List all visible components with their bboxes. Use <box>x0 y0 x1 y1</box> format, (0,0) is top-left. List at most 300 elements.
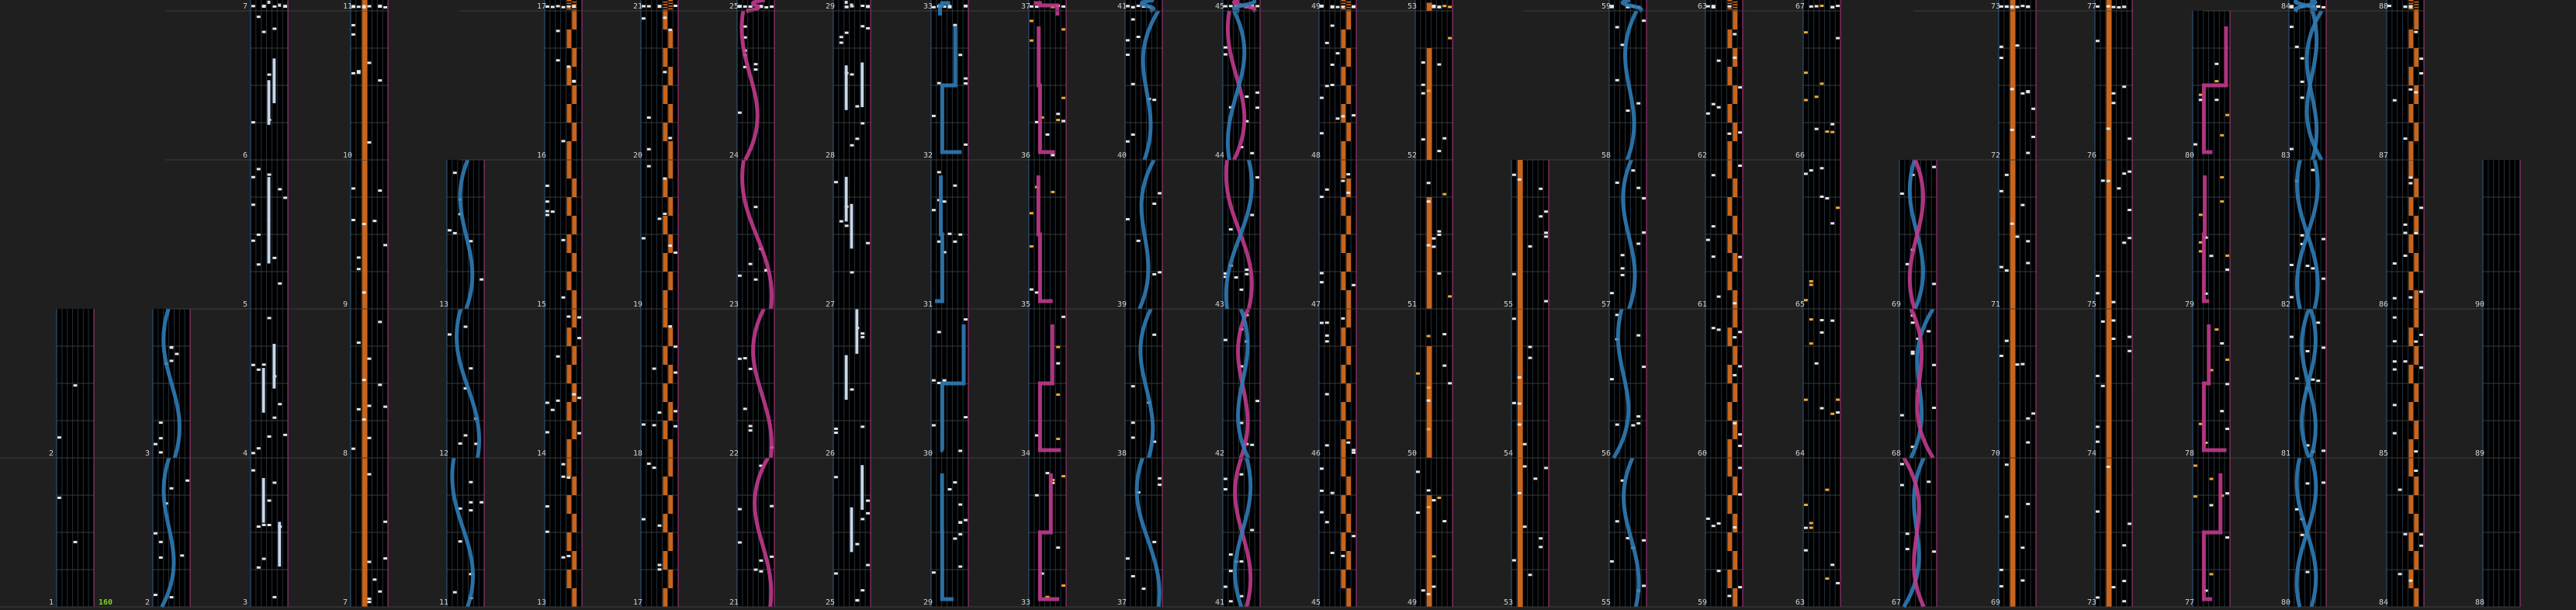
tap-note <box>948 233 952 235</box>
tap-note <box>562 476 566 478</box>
measure-number: 45 <box>1215 2 1225 11</box>
tap-note <box>958 533 962 535</box>
tap-note <box>577 432 581 435</box>
tap-note <box>1636 415 1640 418</box>
tap-note <box>383 521 387 523</box>
tap-note <box>2393 360 2397 362</box>
flick-note <box>1056 119 1060 121</box>
tap-note <box>2393 404 2397 406</box>
hold-block <box>572 11 576 29</box>
measure-number: 69 <box>1892 300 1902 309</box>
tap-note <box>860 425 864 428</box>
measure-number: 26 <box>826 449 836 458</box>
tap-note <box>2322 449 2325 452</box>
tap-note <box>850 144 854 147</box>
tap-note <box>663 16 667 19</box>
tap-note <box>2026 418 2030 420</box>
hold-block <box>1341 160 1345 178</box>
tap-note <box>850 73 854 75</box>
tap-note <box>673 345 677 348</box>
hold-block <box>572 514 576 532</box>
flick-note <box>1427 506 1431 508</box>
measure-number: 1 <box>49 598 54 607</box>
measure-number: 22 <box>729 449 739 458</box>
tap-note <box>1615 26 1619 29</box>
tap-note <box>759 560 763 562</box>
measure-number: 2 <box>145 598 151 607</box>
tap-note <box>1533 477 1537 480</box>
tap-note <box>262 524 266 526</box>
tap-note <box>1346 192 1350 194</box>
tap-note <box>2026 262 2030 264</box>
hold-block <box>2414 588 2418 607</box>
tap-note <box>2408 182 2412 185</box>
tap-note <box>2026 91 2030 93</box>
tap-note <box>368 437 372 439</box>
tap-note <box>1325 393 1329 395</box>
tap-note <box>572 5 576 8</box>
measure-number: 25 <box>729 2 739 11</box>
flick-note <box>1427 386 1431 389</box>
measure-number: 53 <box>1504 598 1514 607</box>
tap-note <box>1733 33 1736 36</box>
tap-note <box>1512 317 1516 320</box>
hold-block <box>2010 11 2016 160</box>
tap-note <box>834 181 838 183</box>
hold-block <box>1346 346 1351 365</box>
tap-note <box>351 33 355 36</box>
hold-block <box>1727 104 1732 123</box>
measure-number: 77 <box>2185 598 2195 607</box>
hold-block <box>668 29 673 48</box>
measure-number: 3 <box>145 449 151 458</box>
hold-block <box>1727 439 1732 458</box>
tap-note <box>362 291 366 293</box>
tap-note <box>2306 350 2310 352</box>
tap-note <box>562 140 566 142</box>
measure-number: 33 <box>1021 598 1031 607</box>
tap-note <box>2096 292 2100 294</box>
tap-note <box>855 599 859 601</box>
tap-note <box>1932 550 1936 553</box>
hold-block <box>566 29 571 48</box>
measure-number: 76 <box>2087 151 2097 160</box>
hold-note <box>855 309 858 354</box>
tap-note <box>855 543 859 546</box>
tap-note <box>357 408 361 411</box>
tap-note <box>866 242 870 244</box>
tap-note <box>453 591 457 594</box>
tap-note <box>2005 5 2009 8</box>
tap-note <box>658 217 662 220</box>
bpm-marker: 160 <box>99 598 113 607</box>
hold-block <box>1341 29 1345 48</box>
hold-block <box>2408 570 2413 588</box>
tap-note <box>953 241 957 243</box>
tap-note <box>1717 296 1721 298</box>
tap-note <box>2031 412 2035 414</box>
tap-note <box>1544 466 1548 469</box>
hold-block <box>1341 458 1345 477</box>
tap-note <box>1518 492 1522 494</box>
tap-note <box>1320 97 1324 99</box>
tap-note <box>2096 511 2100 513</box>
tap-note <box>1325 85 1329 87</box>
measure-number: 32 <box>923 151 933 160</box>
hold-block <box>566 365 571 383</box>
tap-note <box>2316 380 2320 382</box>
hold-block <box>1341 570 1345 588</box>
tap-note <box>964 416 968 418</box>
flick-note <box>1427 335 1431 338</box>
hold-block <box>668 570 673 588</box>
tap-note <box>1636 187 1640 189</box>
tap-note <box>1738 466 1742 469</box>
tap-note <box>658 411 662 414</box>
flick-note <box>1809 318 1813 321</box>
tap-note <box>185 480 189 482</box>
hold-block <box>566 104 571 123</box>
tap-note <box>2393 262 2397 265</box>
flick-note <box>2214 80 2218 82</box>
tap-note <box>1325 521 1329 523</box>
tap-note <box>545 531 549 533</box>
measure-number: 13 <box>439 300 449 309</box>
tap-note <box>1131 575 1135 577</box>
hold-block <box>566 439 571 458</box>
hold-block <box>362 458 368 607</box>
tap-note <box>480 279 483 281</box>
tap-note <box>1250 444 1254 446</box>
flick-note <box>1809 522 1813 524</box>
tap-note <box>1539 537 1542 539</box>
tap-note <box>1126 140 1130 143</box>
tap-note <box>2322 278 2325 280</box>
tap-note <box>1224 339 1227 341</box>
tap-note <box>2122 580 2126 582</box>
hold-block <box>572 346 576 365</box>
hold-block <box>663 346 667 365</box>
tap-note <box>738 112 742 114</box>
tap-note <box>551 210 555 213</box>
measure-number: 60 <box>1698 449 1708 458</box>
tap-note <box>1906 548 1909 550</box>
hold-block <box>1341 141 1345 160</box>
measure-number: 37 <box>1117 598 1127 607</box>
hold-block <box>668 9 673 10</box>
tap-note <box>1911 321 1915 324</box>
tap-note <box>556 355 560 358</box>
tap-note <box>2210 255 2214 257</box>
hold-block <box>1427 48 1432 160</box>
tap-note <box>953 185 957 187</box>
tap-note <box>749 263 753 265</box>
flick-note <box>2199 213 2203 216</box>
tap-note <box>251 452 255 454</box>
tap-note <box>257 263 261 265</box>
measure-number: 87 <box>2379 151 2389 160</box>
tap-note <box>572 393 576 396</box>
tap-note <box>642 237 646 240</box>
hold-block <box>1346 551 1351 570</box>
tap-note <box>257 567 261 569</box>
tap-note <box>2225 269 2229 271</box>
tap-note <box>2295 377 2299 380</box>
hold-block <box>1346 253 1351 272</box>
tap-note <box>1229 600 1233 602</box>
tap-note <box>2393 317 2397 319</box>
tap-note <box>2404 360 2408 362</box>
tap-note <box>958 449 962 452</box>
tap-note <box>1717 570 1721 572</box>
tap-note <box>1442 365 1446 367</box>
measure-number: 33 <box>923 2 933 11</box>
tap-note <box>251 176 255 178</box>
tap-note <box>2419 57 2423 60</box>
tap-note <box>2112 102 2116 104</box>
tap-note <box>2393 340 2397 342</box>
measure-number: 80 <box>2281 598 2291 607</box>
measure-number: 2 <box>49 449 54 458</box>
tap-note <box>1631 169 1635 172</box>
tap-note <box>2031 136 2035 138</box>
hold-block <box>663 7 667 9</box>
hold-block <box>663 253 667 272</box>
tap-note <box>1158 271 1162 273</box>
hold-block <box>1346 514 1351 532</box>
hold-block <box>2107 458 2112 607</box>
tap-note <box>958 566 962 568</box>
tap-note <box>1442 137 1446 140</box>
hold-note <box>268 177 271 222</box>
tap-note <box>159 437 163 439</box>
tap-note <box>1448 382 1452 384</box>
tap-note <box>1224 488 1227 490</box>
tap-note <box>2122 5 2126 8</box>
tap-note <box>1727 133 1731 135</box>
tap-note <box>2026 5 2030 8</box>
tap-note <box>577 337 581 339</box>
tap-note <box>1341 555 1345 557</box>
hold-block <box>2408 439 2413 458</box>
hold-note <box>850 204 853 249</box>
hold-block <box>1727 570 1732 588</box>
hold-block <box>2408 532 2413 551</box>
hold-block <box>1727 9 1732 10</box>
hold-block <box>2414 85 2418 104</box>
tap-note <box>2020 204 2024 206</box>
hold-block <box>1727 160 1732 178</box>
measure-number: 36 <box>1021 151 1031 160</box>
tap-note <box>2301 96 2304 99</box>
tap-note <box>545 185 549 187</box>
hold-block <box>1727 272 1732 290</box>
tap-note <box>653 368 656 370</box>
tap-note <box>2225 492 2229 494</box>
hold-block <box>1518 458 1523 607</box>
hold-block <box>2107 11 2112 160</box>
measure-number: 21 <box>729 598 739 607</box>
tap-note <box>840 220 843 223</box>
tap-note <box>2026 442 2030 444</box>
tap-note <box>1421 589 1425 591</box>
measure-number: 30 <box>923 449 933 458</box>
hold-block <box>1427 197 1432 309</box>
tap-note <box>1733 57 1736 59</box>
tap-note <box>368 598 372 600</box>
tap-note <box>845 32 849 34</box>
tap-note <box>545 213 549 216</box>
tap-note <box>2128 522 2131 525</box>
measure-number: 75 <box>2087 300 2097 309</box>
measure-number: 82 <box>2281 300 2291 309</box>
measure-number: 62 <box>1698 151 1708 160</box>
flick-note <box>1809 280 1813 282</box>
tap-note <box>2225 428 2229 430</box>
tap-note <box>268 435 272 438</box>
hold-block <box>1727 495 1732 514</box>
tap-note <box>1320 281 1324 283</box>
hold-block <box>1346 11 1351 29</box>
hold-block <box>1733 216 1737 234</box>
hold-block <box>1341 532 1345 551</box>
tap-note <box>74 541 78 543</box>
hold-block <box>1346 216 1351 234</box>
tap-note <box>2000 57 2003 59</box>
tap-note <box>556 400 560 402</box>
tap-note <box>1717 60 1721 62</box>
tap-note <box>866 512 870 515</box>
tap-note <box>743 407 747 410</box>
tap-note <box>1255 5 1259 7</box>
tap-note <box>464 326 468 328</box>
tap-note <box>1906 263 1909 265</box>
tap-note <box>1738 586 1742 588</box>
measure-number: 81 <box>2281 449 2291 458</box>
tap-note <box>268 174 272 176</box>
tap-note <box>1642 584 1646 587</box>
tap-note <box>257 525 261 528</box>
tap-note <box>1738 86 1742 88</box>
measure-number: 29 <box>826 2 836 11</box>
tap-note <box>562 6 566 9</box>
tap-note <box>469 501 473 504</box>
hold-block <box>1727 234 1732 253</box>
tap-note <box>1539 215 1542 217</box>
hold-block <box>566 234 571 253</box>
tap-note <box>1733 526 1736 529</box>
measure-cell <box>1913 11 2036 160</box>
measure-number: 4 <box>243 449 248 458</box>
tap-note <box>2128 336 2131 338</box>
tap-note <box>1712 255 1716 258</box>
tap-note <box>866 5 870 7</box>
hold-block <box>1518 309 1523 458</box>
tap-note <box>1529 346 1532 348</box>
tap-note <box>1906 532 1909 535</box>
hold-block <box>1427 495 1432 607</box>
tap-note <box>663 177 667 179</box>
tap-note <box>1712 327 1716 329</box>
measure-number: 53 <box>1407 2 1418 11</box>
measure-number: 41 <box>1117 2 1127 11</box>
hold-block <box>663 588 667 607</box>
tap-note <box>1142 587 1146 590</box>
hold-block <box>2408 197 2413 216</box>
hold-block <box>668 197 673 216</box>
tap-note <box>251 364 255 366</box>
tap-note <box>2101 179 2105 182</box>
tap-note <box>2311 379 2315 381</box>
tap-note <box>2398 489 2402 491</box>
measure-number: 34 <box>1021 449 1031 458</box>
tap-note <box>2419 334 2423 336</box>
tap-note <box>1523 465 1527 467</box>
flick-note <box>1825 130 1829 133</box>
hold-block <box>663 216 667 234</box>
hold-block <box>668 495 673 514</box>
tap-note <box>1056 362 1060 365</box>
flick-note <box>2220 200 2224 203</box>
hold-block <box>572 383 576 402</box>
flick-note <box>1809 283 1813 286</box>
tap-note <box>2414 232 2418 234</box>
hold-block <box>2408 3 2413 5</box>
hold-block <box>2414 253 2418 272</box>
tap-note <box>2005 515 2009 518</box>
tap-note <box>1432 237 1436 240</box>
tap-note <box>1820 331 1824 334</box>
tap-note <box>357 341 361 344</box>
tap-note <box>743 26 747 28</box>
tap-note <box>2010 223 2014 225</box>
hold-block <box>1733 588 1737 607</box>
tap-note <box>1626 109 1630 112</box>
tap-note <box>1512 174 1516 176</box>
measure-number: 11 <box>439 598 449 607</box>
tap-note <box>932 209 936 211</box>
tap-note <box>2408 580 2412 582</box>
tap-note <box>1927 330 1930 332</box>
tap-note <box>2000 190 2003 192</box>
tap-note <box>1615 424 1619 426</box>
measure-number: 45 <box>1311 598 1321 607</box>
tap-note <box>378 321 382 323</box>
hold-block <box>663 178 667 197</box>
tap-note <box>1240 560 1244 563</box>
measure-number: 23 <box>729 300 739 309</box>
tap-note <box>2225 536 2229 539</box>
tap-note <box>647 165 651 168</box>
tap-note <box>1325 321 1329 324</box>
tap-note <box>1830 6 1834 9</box>
hold-block <box>2408 0 2413 2</box>
hold-block <box>572 588 576 607</box>
tap-note <box>251 121 255 123</box>
flick-note <box>1427 89 1431 92</box>
measure-number: 73 <box>2087 598 2097 607</box>
tap-note <box>378 79 382 81</box>
measure-number: 39 <box>1117 300 1127 309</box>
tap-note <box>1126 54 1130 56</box>
tap-note <box>351 187 355 189</box>
measure-cell <box>459 0 582 11</box>
tap-note <box>673 425 677 428</box>
measure-number: 13 <box>537 598 547 607</box>
measure-cell <box>165 11 288 160</box>
flick-note <box>1830 413 1834 415</box>
hold-block <box>668 67 673 85</box>
